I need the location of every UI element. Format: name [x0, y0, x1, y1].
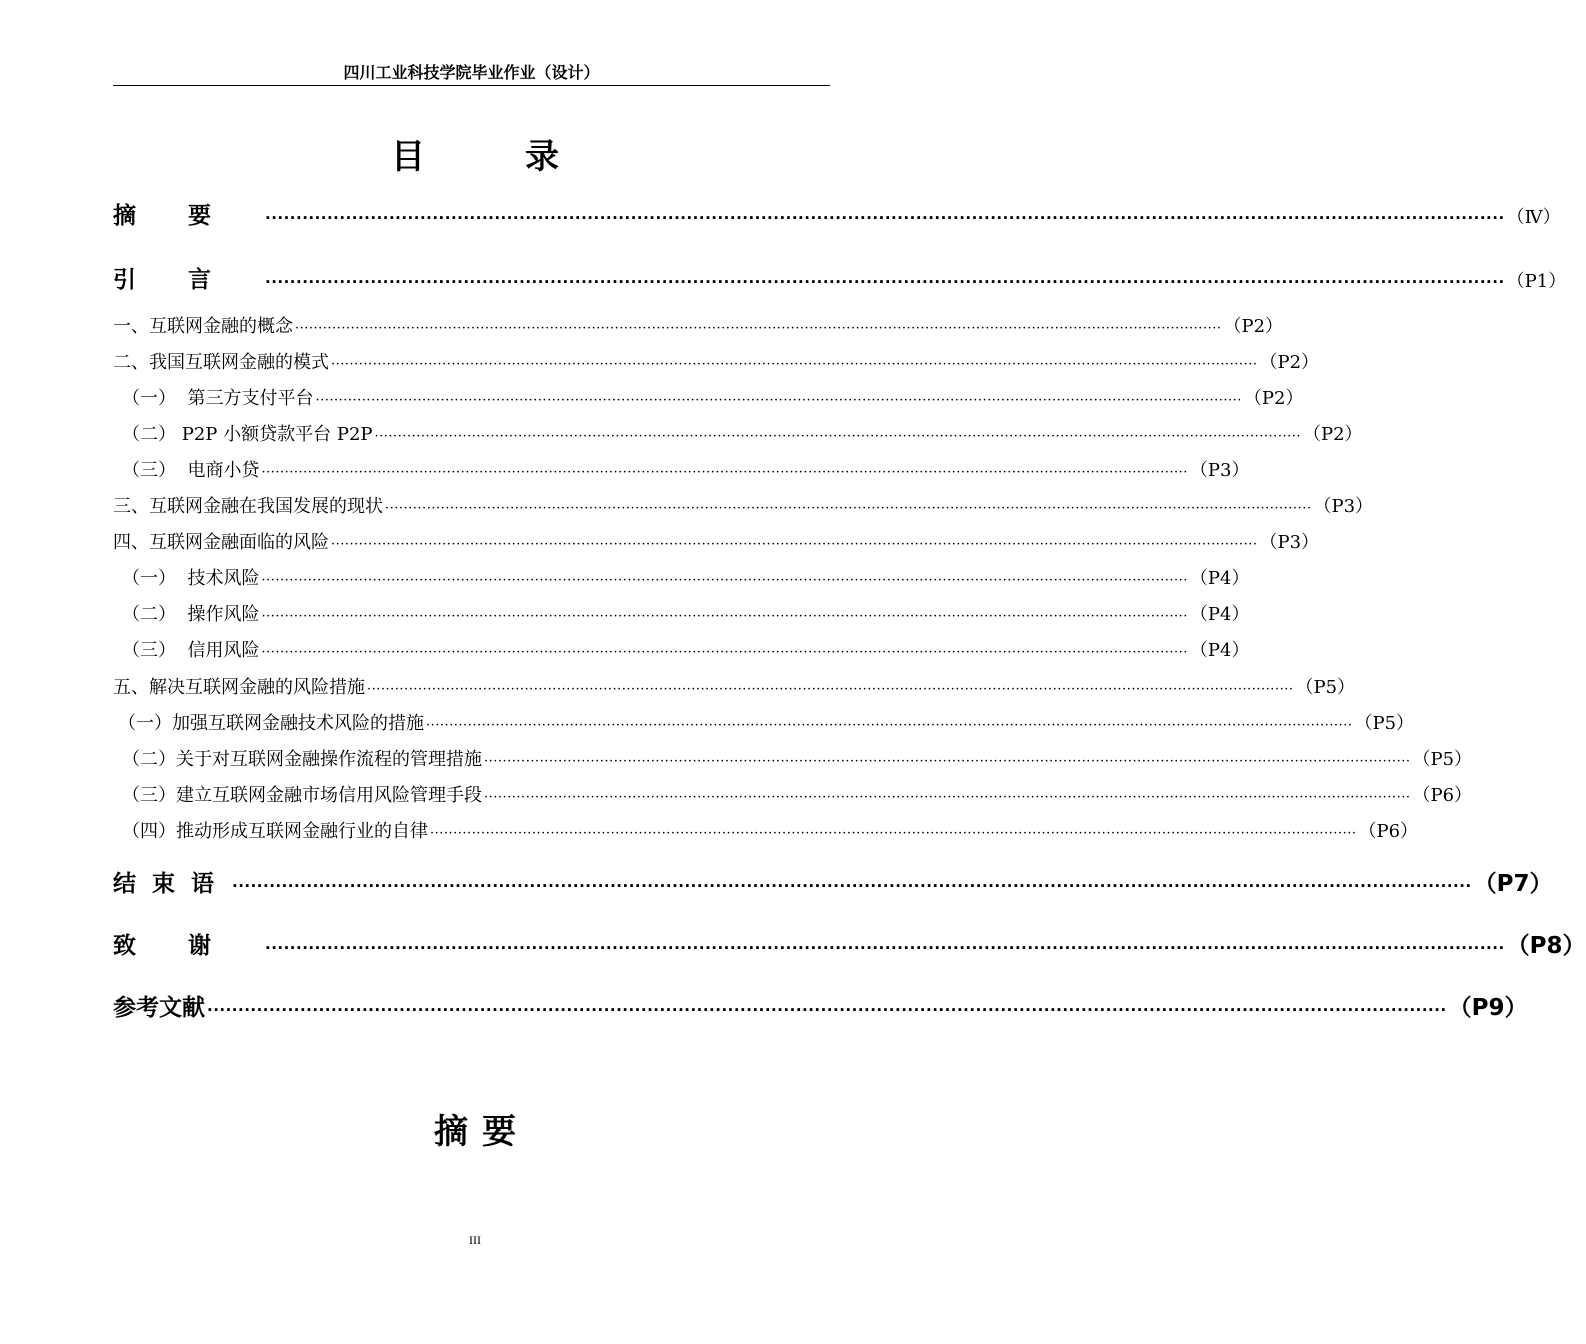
toc-title: 目录	[391, 137, 659, 177]
toc-leader-dots: ········································································································································································································	[331, 537, 1258, 552]
toc-entry-conclusion[interactable]	[113, 865, 1553, 898]
toc-entry-label: （三）建立互联网金融市场信用风险管理手段	[122, 785, 482, 806]
toc-entry-abstract[interactable]	[113, 197, 1561, 230]
toc-leader-dots: ········································································································································································································	[265, 273, 1505, 291]
toc-entry-page: （P2）	[1259, 352, 1320, 373]
toc-entry[interactable]	[113, 312, 1284, 338]
toc-entry-page: （P6）	[1412, 785, 1473, 806]
toc-entry-label: （四）推动形成互联网金融行业的自律	[122, 821, 428, 842]
toc-entry-page: （P3）	[1259, 532, 1320, 553]
toc-entry-page: （P1）	[1506, 271, 1567, 292]
toc-entry[interactable]	[113, 348, 1320, 374]
toc-entry-page: （P7）	[1473, 871, 1553, 897]
toc-entry-page: （P2）	[1302, 424, 1363, 445]
toc-leader-dots: ········································································································································································································	[367, 682, 1294, 697]
toc-leader-dots: ········································································································································································································	[484, 754, 1411, 769]
toc-entry-page: （P2）	[1223, 316, 1284, 337]
toc-entry-label: 二、我国互联网金融的模式	[113, 352, 329, 373]
toc-entry[interactable]	[118, 709, 1415, 735]
abstract-heading: 摘要	[434, 1112, 530, 1152]
toc-entry[interactable]	[122, 781, 1473, 807]
page-number: III	[469, 1233, 481, 1247]
toc-entry-page: （P4）	[1189, 640, 1250, 661]
toc-entry-label: （二）关于对互联网金融操作流程的管理措施	[122, 749, 482, 770]
toc-leader-dots: ········································································································································································································	[484, 790, 1411, 805]
toc-entry-page: （P4）	[1189, 604, 1250, 625]
toc-entry[interactable]	[122, 600, 1250, 626]
toc-entry-label: 四、互联网金融面临的风险	[113, 532, 329, 553]
toc-entry-page: （Ⅳ）	[1506, 207, 1561, 228]
toc-entry-references[interactable]	[113, 989, 1528, 1022]
toc-entry[interactable]	[122, 420, 1363, 446]
toc-leader-dots: ········································································································································································································	[385, 501, 1312, 516]
toc-entry-label: （一）加强互联网金融技术风险的措施	[118, 713, 424, 734]
toc-entry-page: （P5）	[1354, 713, 1415, 734]
toc-entry[interactable]	[113, 528, 1320, 554]
toc-leader-dots: ········································································································································································································	[232, 877, 1472, 895]
toc-entry-label: 一、互联网金融的概念	[113, 316, 293, 337]
toc-entry-label: 致谢	[113, 933, 263, 959]
toc-entry-page: （P3）	[1189, 460, 1250, 481]
toc-entry-label: （一） 技术风险	[122, 568, 260, 589]
toc-entry-page: （P8）	[1506, 933, 1586, 959]
toc-entry-label: （二） 操作风险	[122, 604, 260, 625]
toc-entry[interactable]	[113, 492, 1374, 518]
page-header: 四川工业科技学院毕业作业（设计）	[343, 63, 600, 82]
toc-entry-page: （P6）	[1358, 821, 1419, 842]
toc-entry-page: （P5）	[1295, 677, 1356, 698]
toc-leader-dots: ········································································································································································································	[331, 357, 1258, 372]
toc-entry-label: 引言	[113, 267, 263, 293]
toc-entry[interactable]	[122, 384, 1304, 410]
toc-entry-page: （P2）	[1243, 388, 1304, 409]
toc-entry-label: 结束语	[113, 871, 230, 897]
toc-entry[interactable]	[122, 745, 1473, 771]
toc-leader-dots: ········································································································································································································	[261, 573, 1188, 588]
toc-entry-label: 参考文献	[113, 995, 205, 1021]
toc-leader-dots: ········································································································································································································	[207, 1001, 1447, 1019]
toc-entry-page: （P9）	[1448, 995, 1528, 1021]
toc-entry-label: 摘要	[113, 203, 263, 229]
toc-entry[interactable]	[122, 817, 1419, 843]
toc-entry[interactable]	[122, 564, 1250, 590]
header-rule	[113, 85, 830, 86]
toc-leader-dots: ········································································································································································································	[315, 393, 1242, 408]
toc-leader-dots: ········································································································································································································	[430, 826, 1357, 841]
toc-entry[interactable]	[122, 636, 1250, 662]
toc-leader-dots: ········································································································································································································	[265, 939, 1505, 957]
toc-leader-dots: ········································································································································································································	[261, 465, 1188, 480]
toc-entry-label: 五、解决互联网金融的风险措施	[113, 677, 365, 698]
toc-entry[interactable]	[122, 456, 1250, 482]
toc-leader-dots: ········································································································································································································	[261, 609, 1188, 624]
toc-entry-label: （二） P2P 小额贷款平台 P2P	[122, 424, 373, 445]
toc-entry-label: （一） 第三方支付平台	[122, 388, 314, 409]
toc-entry-label: （三） 信用风险	[122, 640, 260, 661]
toc-leader-dots: ········································································································································································································	[295, 321, 1222, 336]
toc-leader-dots: ········································································································································································································	[265, 209, 1505, 227]
toc-leader-dots: ········································································································································································································	[261, 645, 1188, 660]
toc-leader-dots: ········································································································································································································	[374, 429, 1301, 444]
toc-entry-acknowledgements[interactable]	[113, 927, 1586, 960]
toc-entry-introduction[interactable]	[113, 261, 1567, 294]
toc-entry-page: （P4）	[1189, 568, 1250, 589]
toc-entry[interactable]	[113, 673, 1356, 699]
toc-entry-label: 三、互联网金融在我国发展的现状	[113, 496, 383, 517]
toc-entry-page: （P3）	[1313, 496, 1374, 517]
toc-entry-label: （三） 电商小贷	[122, 460, 260, 481]
toc-entry-page: （P5）	[1412, 749, 1473, 770]
toc-leader-dots: ········································································································································································································	[426, 718, 1353, 733]
